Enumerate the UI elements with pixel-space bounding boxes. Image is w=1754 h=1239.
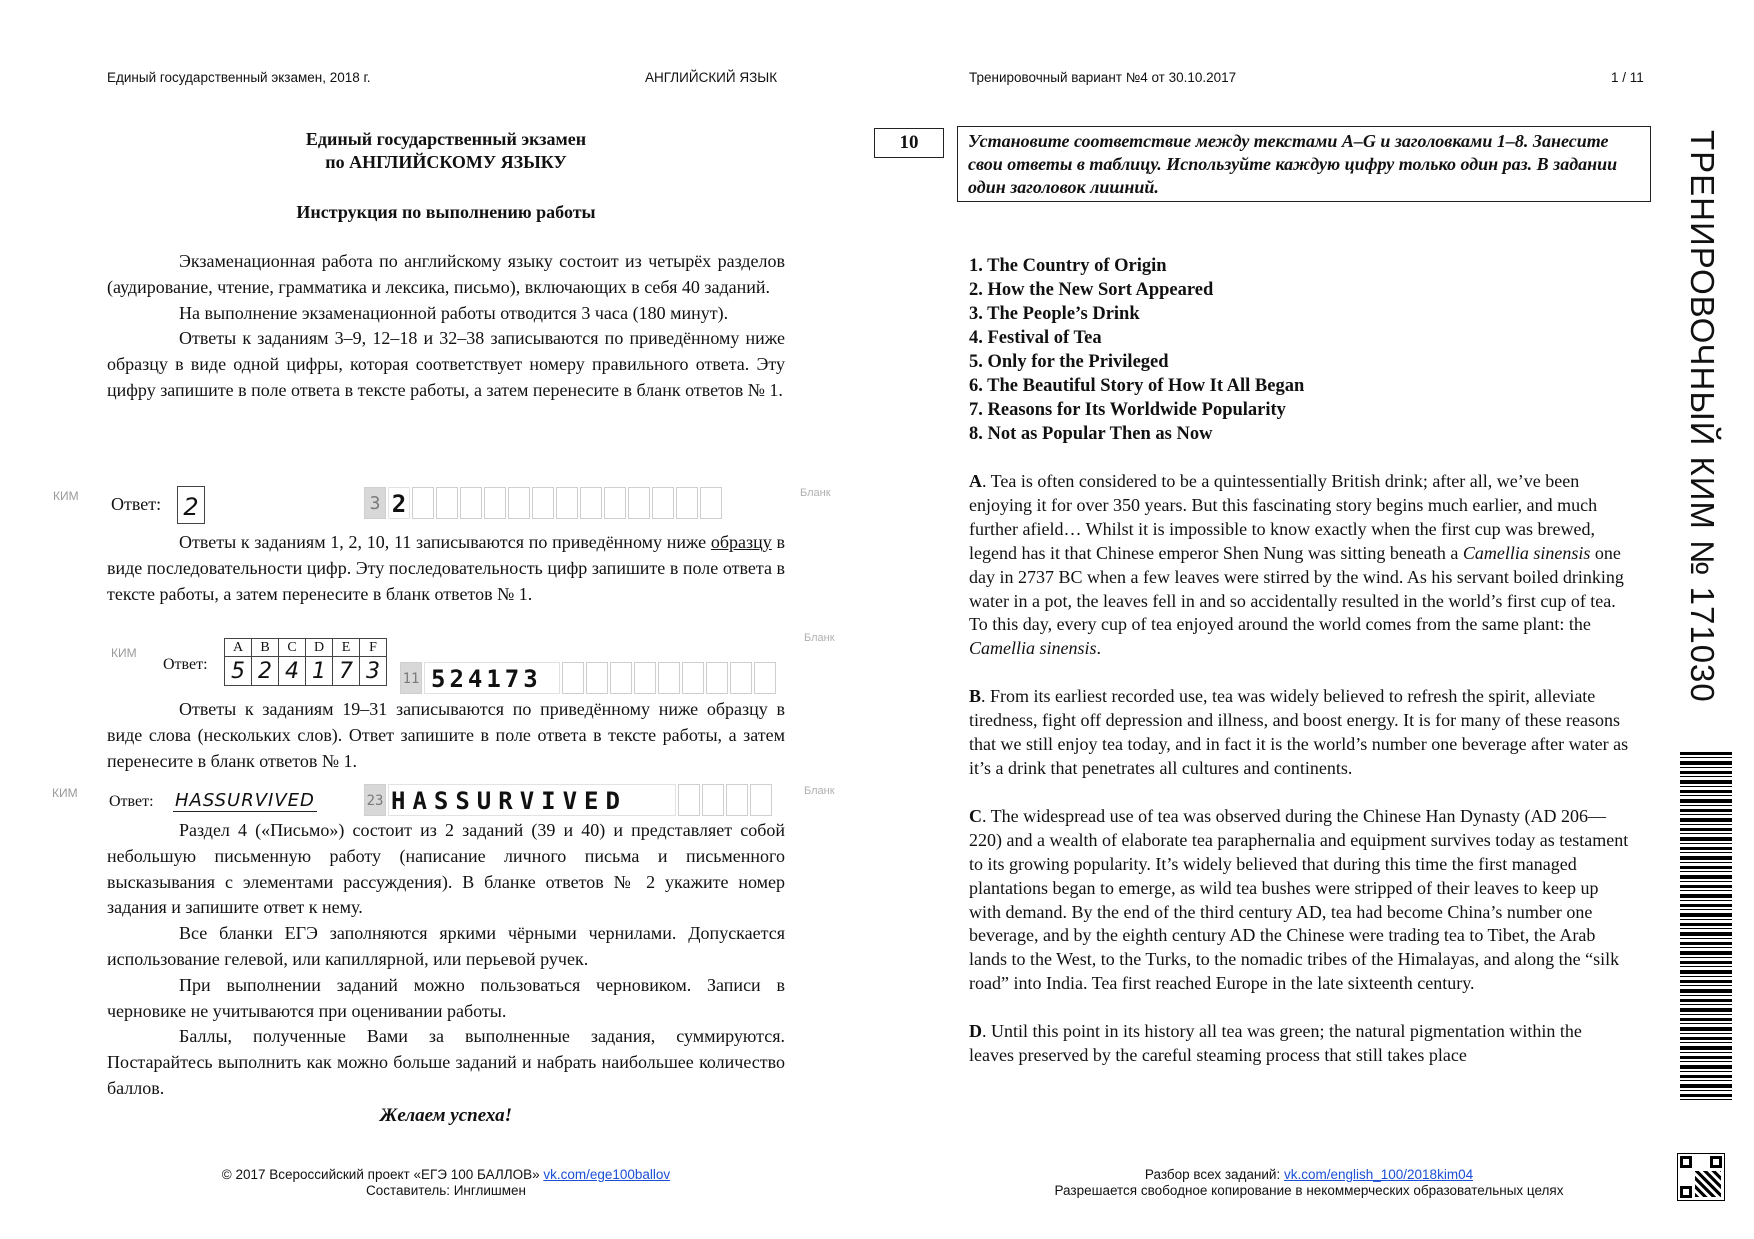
instruction-title: Инструкция по выполнению работы	[296, 202, 596, 222]
text-a-italic-1: Camellia sinensis	[1462, 542, 1591, 563]
paragraph-5: Ответы к заданиям 19–31 записываются по приведённому ниже образцу в виде слова (нескольких слов). Ответ запишите в поле ответа в тексте работы, а затем перенесите в бланк ответов № 1.	[107, 699, 785, 771]
copyright: © 2017 Всероссийский проект «ЕГЭ 100 БАЛЛОВ»	[221, 1167, 544, 1182]
text-a-label: A	[969, 471, 982, 491]
letter-cell: D	[306, 639, 333, 657]
heading-item: 8. Not as Popular Then as Now	[969, 424, 1213, 444]
heading-item: 2. How the New Sort Appeared	[969, 280, 1214, 300]
instructions-block-1	[107, 249, 785, 404]
letter-cell: A	[225, 639, 252, 657]
form-cell: 2	[388, 487, 410, 519]
blank-label-2: Бланк	[804, 632, 835, 644]
vertical-kim-label	[1685, 130, 1721, 730]
heading-item: 4. Festival of Tea	[969, 328, 1102, 348]
paragraph-9: Баллы, полученные Вами за выполненные задания, суммируются. Постарайтесь выполнить как можно больше заданий и набрать наибольшее количество баллов.	[107, 1026, 785, 1098]
sample-link[interactable]: образцу	[710, 532, 772, 552]
paragraph-4-text-a: Ответы к заданиям 1, 2, 10, 11 записываются по приведённому ниже	[179, 532, 711, 552]
answer-label-2: Ответ:	[163, 656, 208, 673]
texts-block	[969, 470, 1629, 1068]
answer-digits-row	[225, 657, 387, 686]
text-a	[969, 470, 1629, 661]
text-b-label: B	[969, 686, 982, 707]
instructions-block-2	[107, 530, 785, 607]
digit-cell: 4	[279, 657, 306, 686]
project-link[interactable]: vk.com/ege100ballov	[543, 1167, 671, 1182]
blank-label-3: Бланк	[804, 785, 835, 797]
text-d-body: . Until this point in its history all tea was green; the natural pigmentation within the leaves preserved by the careful steaming process that still takes place	[969, 1021, 1582, 1066]
answer-table-2	[224, 638, 387, 686]
analysis-label: Разбор всех заданий:	[1144, 1167, 1284, 1182]
answer-letters-row	[225, 639, 387, 657]
letter-cell: B	[252, 639, 279, 657]
instructions-block-3	[107, 697, 785, 774]
text-b	[969, 685, 1629, 781]
paragraph-7: Все бланки ЕГЭ заполняются яркими чёрными чернилами. Допускается использование гелевой, или капиллярной, или перьевой ручек.	[107, 923, 785, 969]
task-number: 10	[874, 128, 944, 158]
answer-form-3	[364, 784, 774, 816]
form-task-number-2: 11	[400, 662, 422, 694]
paragraph-4	[107, 530, 785, 607]
text-b-body: . From its earliest recorded use, tea was widely believed to refresh the spirit, alleviate tiredness, fight off depression and illness, and boost energy. It is for many of these reasons that we still enjoy tea today, and in fact it is the world’s number one beverage after water as it’s a drink that penetrates all cultures and continents.	[969, 686, 1629, 778]
heading-item: 5. Only for the Privileged	[969, 352, 1169, 372]
page-title	[107, 128, 785, 174]
answer-form-2	[400, 662, 778, 694]
answer-value-3: HASSURVIVED	[175, 790, 315, 811]
qr-code-icon	[1677, 1153, 1725, 1201]
kim-label-2: КИМ	[111, 646, 137, 660]
paragraph-4-text-b: в виде последовательности цифр. Эту последовательность цифр запишите в поле ответа в тексте работы, а затем перенесите в бланк ответов № 1.	[107, 532, 786, 604]
text-d-label: D	[969, 1021, 982, 1042]
form-cell: HASSURVIVED	[388, 784, 676, 816]
title-line-2: по АНГЛИЙСКОМУ ЯЗЫКУ	[325, 152, 567, 172]
answer-box-1	[177, 486, 205, 524]
vertical-kim-text: ТРЕНИРОВОЧНЫЙ КИМ № 171030	[1684, 130, 1721, 703]
paragraph-3: Ответы к заданиям 3–9, 12–18 и 32–38 записываются по приведённому ниже образцу в виде одной цифры, которая соответствует номеру правильного ответа. Эту цифру запишите в поле ответа в тексте работы, а затем перенесите в бланк ответов № 1.	[107, 328, 785, 400]
form-task-number-3: 23	[364, 784, 386, 816]
answer-label-3: Ответ:	[109, 793, 154, 810]
kim-label-1: КИМ	[53, 489, 79, 503]
heading-item: 7. Reasons for Its Worldwide Popularity	[969, 400, 1286, 420]
text-c-label: C	[969, 805, 982, 826]
letter-cell: C	[279, 639, 306, 657]
kim-label-3: КИМ	[52, 786, 78, 800]
answer-value-1: 2	[183, 493, 199, 521]
copy-notice: Разрешается свободное копирование в некоммерческих образовательных целях	[1054, 1183, 1564, 1198]
header-subject: АНГЛИЙСКИЙ ЯЗЫК	[645, 70, 778, 85]
text-d	[969, 1020, 1629, 1068]
form-task-number-1: 3	[364, 487, 386, 519]
text-c	[969, 805, 1629, 996]
heading-item: 6. The Beautiful Story of How It All Began	[969, 376, 1305, 396]
text-a-italic-2: Camellia sinensis	[969, 638, 1097, 659]
paragraph-8: При выполнении заданий можно пользоваться черновиком. Записи в черновике не учитываются при оценивании работы.	[107, 974, 785, 1021]
letter-cell: E	[333, 639, 360, 657]
page-number: 1 / 11	[1611, 70, 1644, 85]
good-luck: Желаем успеха!	[379, 1105, 513, 1126]
answer-form-1	[364, 487, 724, 519]
letter-cell: F	[360, 639, 387, 657]
digit-cell: 5	[225, 657, 252, 686]
answer-label-1: Ответ:	[111, 494, 162, 514]
paragraph-2: На выполнение экзаменационной работы отводится 3 часа (180 минут).	[179, 302, 729, 323]
digit-cell: 2	[252, 657, 279, 686]
header-variant: Тренировочный вариант №4 от 30.10.2017	[969, 70, 1237, 85]
digit-cell: 7	[333, 657, 360, 686]
analysis-link[interactable]: vk.com/english_100/2018kim04	[1283, 1167, 1474, 1182]
text-a-part-2: one day in 2737 BC when a few leaves were stirred by the wind. As his servant boiled drinking water in a pot, the leaves fell in and so accidentally resulted in the world’s first cup of tea. To this day, every cup of tea enjoyed around the world comes from the same plant: the	[969, 542, 1624, 635]
text-a-part-3: .	[1096, 638, 1102, 659]
blank-label-1: Бланк	[800, 487, 831, 499]
paragraph-1: Экзаменационная работа по английскому языку состоит из четырёх разделов (аудирование, чтение, грамматика и лексика, письмо), включающих в себя 40 заданий.	[107, 251, 785, 297]
footer-right	[969, 1167, 1649, 1199]
header-left: Единый государственный экзамен, 2018 г.	[107, 70, 371, 85]
headings-list	[969, 254, 1304, 446]
barcode-icon	[1680, 752, 1732, 1100]
task-instruction: Установите соответствие между текстами A–G и заголовками 1–8. Занесите свои ответы в таблицу. Используйте каждую цифру только один раз. В задании один заголовок лишний.	[957, 126, 1651, 202]
footer-left	[107, 1167, 785, 1199]
heading-item: 3. The People’s Drink	[969, 304, 1140, 324]
paragraph-6: Раздел 4 («Письмо») состоит из 2 заданий (39 и 40) и представляет собой небольшую письменную работу (написание личного письма и письменного высказывания с элементами рассуждения). В бланке ответов № 2 укажите номер задания и запишите ответ к нему.	[107, 820, 785, 918]
heading-item: 1. The Country of Origin	[969, 256, 1167, 276]
digit-cell: 3	[360, 657, 387, 686]
instructions-block-4	[107, 818, 785, 1102]
title-line-1: Единый государственный экзамен	[305, 129, 587, 149]
text-c-body: . The widespread use of tea was observed during the Chinese Han Dynasty (AD 206—220) and a wealth of elaborate tea paraphernalia and equipment survives today as testament to its growing popularity. It’s widely believed that during this time the first managed plantations began to emerge, as wild tea bushes were stripped of their leaves to keep up with demand. By the end of the third century AD, tea had become China’s number one beverage, and by the eighth century AD the Chinese were trading tea to Tibet, the Arab lands to the West, to the Turks, to the nomadic tribes of the Himalayas, and along the “silk road” into India. Tea first reached Europe in the late sixteenth century.	[969, 805, 1629, 994]
form-cell: 524173	[424, 662, 560, 694]
author: Составитель: Инглишмен	[365, 1183, 527, 1198]
text-a-part-1: . Tea is often considered to be a quintessentially British drink; after all, we’ve been enjoying it for over 350 years. But this fascinating story begins much earlier, and much further afield… Whilst it is impossible to know exactly when the first cup was brewed, legend has it that Chinese emperor Shen Nung was sitting beneath a	[969, 471, 1598, 563]
digit-cell: 1	[306, 657, 333, 686]
